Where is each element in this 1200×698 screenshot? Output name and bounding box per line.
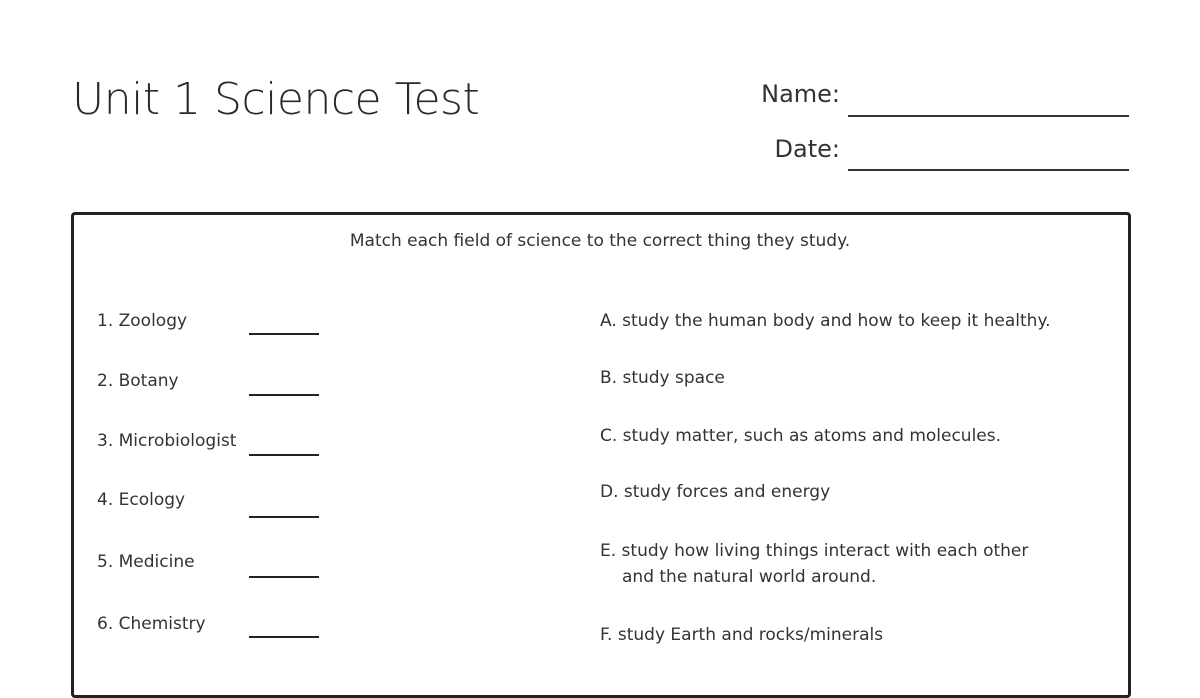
answer-blank-3[interactable]: [249, 454, 319, 456]
term-item: 4. Ecology: [97, 490, 186, 510]
definition-item: E. study how living things interact with each other: [600, 541, 1029, 561]
term-item: 3. Microbiologist: [97, 431, 237, 451]
definition-item: C. study matter, such as atoms and molecules.: [600, 426, 1002, 446]
instructions: Match each field of science to the correct thing they study.: [349, 231, 851, 251]
date-field[interactable]: [848, 169, 1129, 171]
name-field[interactable]: [848, 115, 1129, 117]
definition-item-continued: and the natural world around.: [622, 567, 877, 587]
answer-blank-1[interactable]: [249, 333, 319, 335]
definition-item: D. study forces and energy: [600, 482, 831, 502]
term-item: 6. Chemistry: [97, 614, 206, 634]
name-label: Name:: [761, 80, 840, 108]
term-item: 5. Medicine: [97, 552, 195, 572]
term-item: 2. Botany: [97, 371, 179, 391]
definition-item: F. study Earth and rocks/minerals: [600, 625, 884, 645]
definition-item: B. study space: [600, 368, 725, 388]
page-title: Unit 1 Science Test: [72, 74, 480, 125]
definition-item: A. study the human body and how to keep it healthy.: [600, 311, 1051, 331]
term-item: 1. Zoology: [97, 311, 188, 331]
answer-blank-5[interactable]: [249, 576, 319, 578]
answer-blank-4[interactable]: [249, 516, 319, 518]
answer-blank-6[interactable]: [249, 636, 319, 638]
answer-blank-2[interactable]: [249, 394, 319, 396]
date-label: Date:: [774, 135, 840, 163]
